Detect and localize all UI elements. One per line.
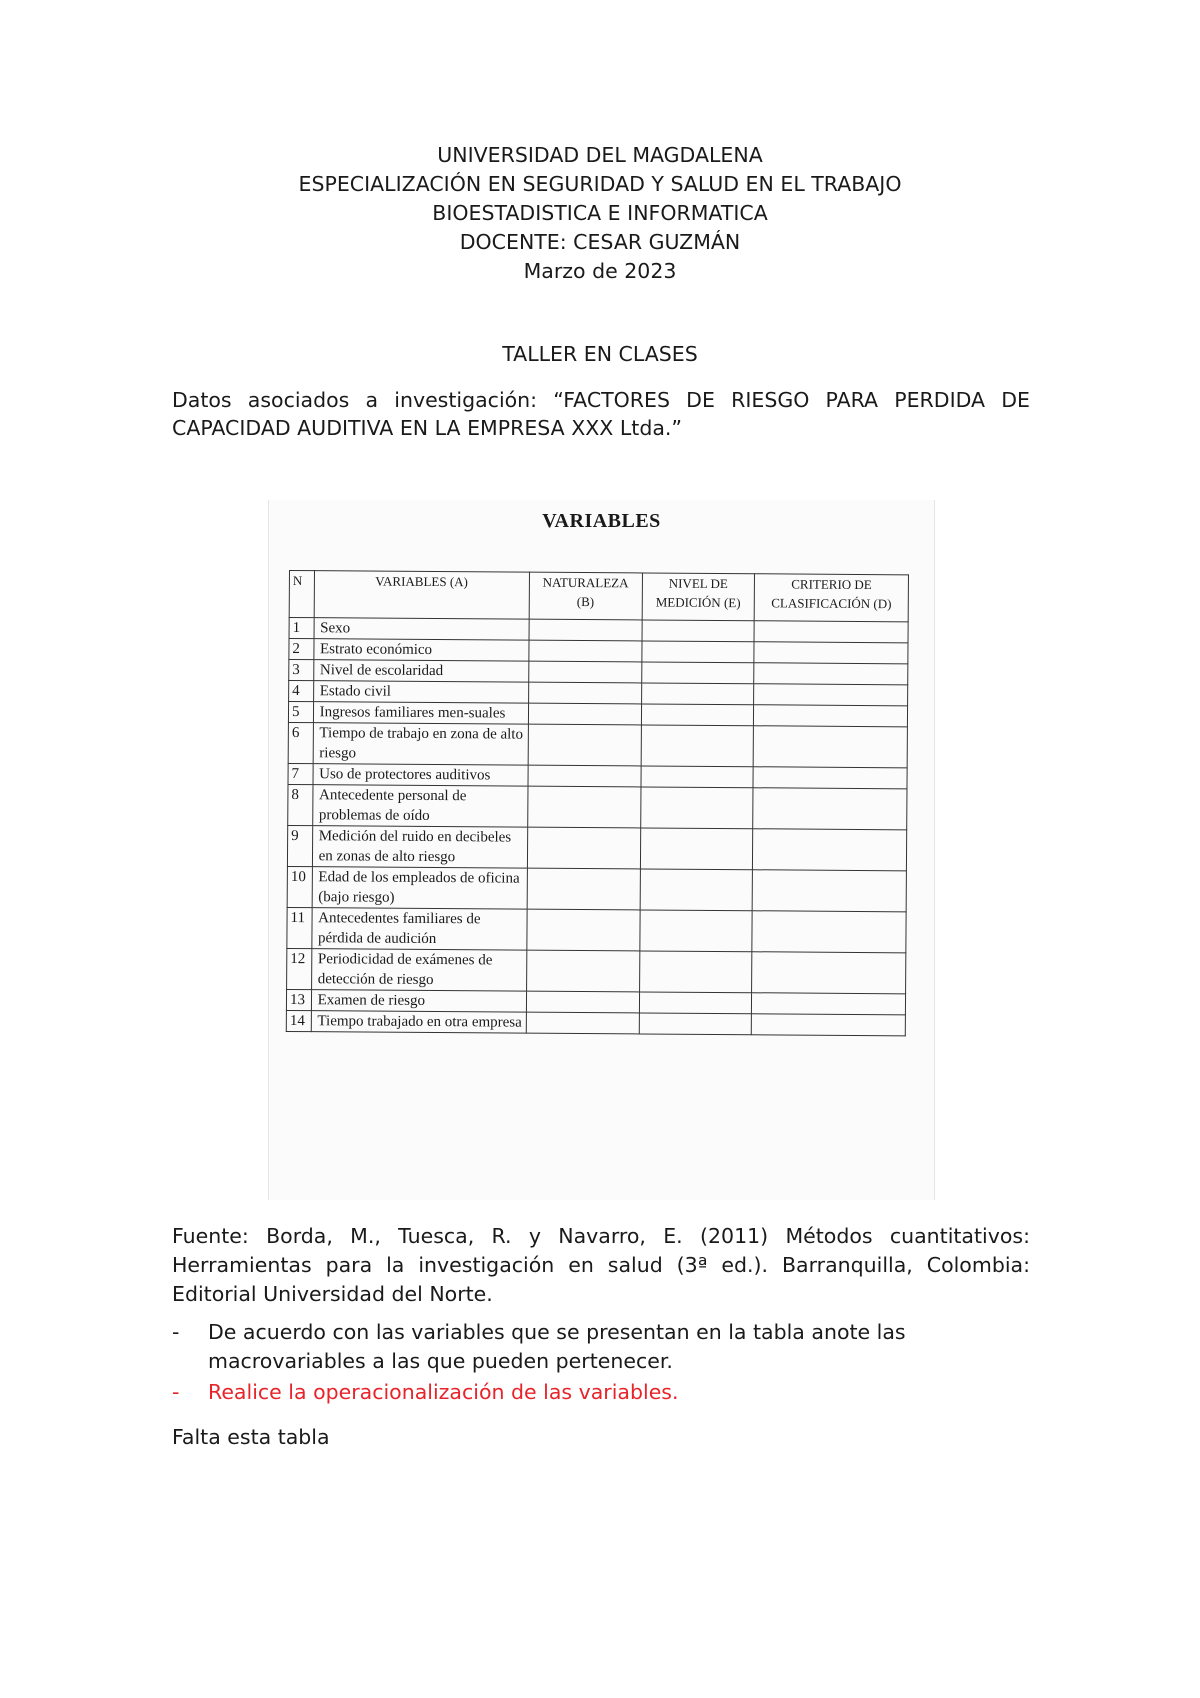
row-number: 5	[288, 702, 313, 723]
dash-bullet: -	[172, 1320, 180, 1344]
table-row	[288, 722, 907, 767]
empty-cell	[752, 911, 906, 953]
row-number: 7	[288, 763, 313, 784]
empty-cell	[639, 992, 752, 1014]
header-naturaleza: NATURALEZA (B)	[529, 572, 642, 620]
program-name: ESPECIALIZACIÓN EN SEGURIDAD Y SALUD EN EL TRABAJO	[298, 172, 902, 196]
row-number: 4	[289, 681, 314, 702]
empty-cell	[640, 787, 753, 829]
empty-cell	[529, 619, 642, 641]
empty-cell	[641, 704, 754, 726]
empty-cell	[753, 829, 907, 871]
table-row	[287, 948, 906, 993]
empty-cell	[527, 827, 640, 869]
empty-cell	[640, 869, 753, 911]
row-number: 3	[289, 660, 314, 681]
empty-cell	[640, 828, 753, 870]
empty-cell	[641, 766, 754, 788]
row-number: 9	[287, 825, 312, 866]
empty-cell	[753, 788, 907, 830]
table-row	[286, 1010, 905, 1035]
variable-name: Nivel de escolaridad	[313, 660, 528, 683]
empty-cell	[639, 910, 752, 952]
row-number: 13	[286, 989, 311, 1010]
header-variables: VARIABLES (A)	[314, 571, 530, 620]
row-number: 12	[287, 948, 312, 989]
empty-cell	[528, 786, 641, 828]
task-text: De acuerdo con las variables que se presentan en la tabla anote las macrovariables a las que pueden pertenecer.	[208, 1320, 906, 1373]
row-number: 10	[287, 866, 312, 907]
variable-name: Uso de protectores auditivos	[313, 764, 528, 787]
variable-name: Sexo	[314, 618, 529, 641]
task-text: Realice la operacionalización de las variables.	[208, 1380, 679, 1404]
workshop-title: TALLER EN CLASES	[502, 342, 698, 366]
empty-cell	[754, 684, 908, 706]
row-number: 11	[287, 907, 312, 948]
closing-note: Falta esta tabla	[172, 1425, 330, 1449]
empty-cell	[639, 951, 752, 993]
row-number: 8	[288, 784, 313, 825]
empty-cell	[754, 642, 908, 664]
variable-name: Edad de los empleados de oficina (bajo riesgo)	[312, 867, 527, 910]
empty-cell	[642, 620, 755, 642]
row-number: 2	[289, 639, 314, 660]
empty-cell	[752, 993, 906, 1015]
empty-cell	[526, 950, 639, 992]
empty-cell	[641, 725, 754, 767]
variable-name: Antecedente personal de problemas de oído	[312, 785, 527, 828]
intro-paragraph: Datos asociados a investigación: “FACTORES DE RIESGO PARA PERDIDA DE CAPACIDAD AUDITIVA EN LA EMPRESA XXX Ltda.”	[172, 388, 1030, 440]
empty-cell	[754, 663, 908, 685]
header-criterio: CRITERIO DE CLASIFICACIÓN (D)	[754, 574, 908, 622]
empty-cell	[754, 705, 908, 727]
empty-cell	[754, 621, 908, 643]
empty-cell	[528, 765, 641, 787]
empty-cell	[753, 767, 907, 789]
header-nivel: NIVEL DE MEDICIÓN (E)	[642, 573, 755, 621]
empty-cell	[529, 640, 642, 662]
source-citation: Fuente: Borda, M., Tuesca, R. y Navarro, E. (2011) Métodos cuantitativos: Herramientas para la investigación en salud (3ª ed.). Barranquilla, Colombia: Editorial Universidad del Norte.	[172, 1224, 1030, 1306]
empty-cell	[526, 991, 639, 1013]
scanned-variables-table	[268, 500, 935, 1200]
dash-bullet: -	[172, 1380, 180, 1404]
variable-name: Periodicidad de exámenes de detección de riesgo	[311, 949, 526, 992]
variable-name: Antecedentes familiares de pérdida de audición	[311, 908, 526, 951]
row-number: 6	[288, 722, 313, 763]
table-row	[287, 907, 906, 952]
empty-cell	[752, 870, 906, 912]
variable-name: Examen de riesgo	[311, 990, 526, 1013]
document-date: Marzo de 2023	[523, 259, 677, 283]
variable-name: Estrato económico	[313, 639, 528, 662]
task-list	[172, 1318, 1030, 1409]
variable-name: Medición del ruido en decibeles en zonas de alto riesgo	[312, 826, 527, 869]
empty-cell	[528, 682, 641, 704]
empty-cell	[752, 1014, 906, 1036]
table-row	[288, 784, 907, 829]
task-item-operationalization	[172, 1378, 1030, 1407]
empty-cell	[528, 724, 641, 766]
variable-name: Tiempo trabajado en otra empresa	[311, 1011, 526, 1034]
document-header	[0, 141, 1200, 286]
course-name: BIOESTADISTICA E INFORMATICA	[432, 201, 768, 225]
empty-cell	[641, 683, 754, 705]
empty-cell	[639, 1013, 752, 1035]
variable-name: Estado civil	[313, 681, 528, 704]
empty-cell	[529, 661, 642, 683]
empty-cell	[527, 868, 640, 910]
variables-table	[286, 570, 909, 1036]
empty-cell	[527, 909, 640, 951]
empty-cell	[641, 641, 754, 663]
table-body	[286, 618, 908, 1036]
variable-name: Tiempo de trabajo en zona de alto riesgo	[313, 723, 528, 766]
task-item-macrovariables	[172, 1318, 1030, 1376]
university-name: UNIVERSIDAD DEL MAGDALENA	[437, 143, 763, 167]
empty-cell	[752, 952, 906, 994]
header-n: N	[289, 571, 314, 618]
table-row	[287, 866, 906, 911]
empty-cell	[526, 1012, 639, 1034]
row-number: 14	[286, 1010, 311, 1031]
table-row	[287, 825, 906, 870]
teacher-name: DOCENTE: CESAR GUZMÁN	[459, 230, 741, 254]
variable-name: Ingresos familiares men-suales	[313, 702, 528, 725]
empty-cell	[528, 703, 641, 725]
table-header-row	[289, 571, 908, 622]
empty-cell	[641, 662, 754, 684]
variables-table-title: VARIABLES	[542, 510, 661, 532]
empty-cell	[753, 726, 907, 768]
row-number: 1	[289, 618, 314, 639]
